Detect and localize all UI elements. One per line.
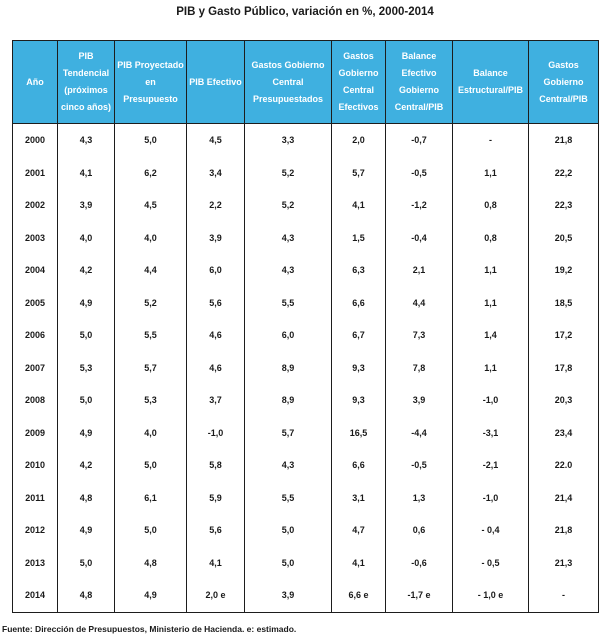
- table-row: [13, 319, 599, 352]
- col-header-gastos-efectivos: Gastos Gobierno Central Efectivos: [332, 41, 386, 124]
- table-cell: 4,2: [58, 254, 115, 287]
- table-cell: 5,7: [115, 352, 187, 385]
- row-year-cell: 2011: [13, 482, 58, 515]
- table-body: [13, 124, 599, 613]
- table-row: [13, 352, 599, 385]
- data-table: [12, 40, 599, 613]
- table-cell: 22.0: [529, 449, 599, 482]
- table-cell: 5,2: [115, 287, 187, 320]
- row-year-cell: 2003: [13, 222, 58, 255]
- table-cell: 8,9: [245, 352, 332, 385]
- table-cell: 9,3: [332, 352, 386, 385]
- table-row: [13, 514, 599, 547]
- table-row: [13, 124, 599, 157]
- table-cell: 4,5: [115, 189, 187, 222]
- table-cell: 5,8: [187, 449, 245, 482]
- table-cell: 2,2: [187, 189, 245, 222]
- table-cell: 3,3: [245, 124, 332, 157]
- table-cell: 4,4: [115, 254, 187, 287]
- table-cell: 5,0: [58, 547, 115, 580]
- col-header-pib-proyectado: PIB Proyectado en Presupuesto: [115, 41, 187, 124]
- table-cell: -1,0: [187, 417, 245, 450]
- table-cell: 21,8: [529, 124, 599, 157]
- table-cell: -3,1: [453, 417, 529, 450]
- table-cell: 6,0: [245, 319, 332, 352]
- table-row: [13, 579, 599, 612]
- table-cell: 8,9: [245, 384, 332, 417]
- row-year-cell: 2008: [13, 384, 58, 417]
- table-cell: 4,3: [245, 222, 332, 255]
- table-cell: 6,1: [115, 482, 187, 515]
- table-cell: 4,6: [187, 352, 245, 385]
- row-year-cell: 2009: [13, 417, 58, 450]
- row-year-cell: 2013: [13, 547, 58, 580]
- table-row: [13, 254, 599, 287]
- table-cell: -0,7: [386, 124, 453, 157]
- col-header-balance-estructural: Balance Estructural/PIB: [453, 41, 529, 124]
- table-cell: 3,9: [58, 189, 115, 222]
- table-row: [13, 482, 599, 515]
- table-cell: -0,4: [386, 222, 453, 255]
- table-cell: 5,6: [187, 514, 245, 547]
- table-cell: 5,0: [58, 384, 115, 417]
- table-cell: 0,6: [386, 514, 453, 547]
- col-header-gastos-presupuestados: Gastos Gobierno Central Presupuestados: [245, 41, 332, 124]
- table-cell: 5,7: [245, 417, 332, 450]
- table-cell: 4,1: [332, 547, 386, 580]
- table-cell: 23,4: [529, 417, 599, 450]
- table-row: [13, 157, 599, 190]
- table-cell: 2,1: [386, 254, 453, 287]
- table-cell: 5,9: [187, 482, 245, 515]
- table-row: [13, 547, 599, 580]
- row-year-cell: 2001: [13, 157, 58, 190]
- table-cell: 5,0: [115, 514, 187, 547]
- table-cell: 7,8: [386, 352, 453, 385]
- table-cell: 5,2: [245, 157, 332, 190]
- table-cell: 4,3: [245, 254, 332, 287]
- table-cell: 4,9: [115, 579, 187, 612]
- table-cell: 5,2: [245, 189, 332, 222]
- table-cell: - 0,5: [453, 547, 529, 580]
- table-cell: 4,8: [115, 547, 187, 580]
- table-cell: 4,7: [332, 514, 386, 547]
- table-cell: 17,2: [529, 319, 599, 352]
- table-cell: 4,1: [187, 547, 245, 580]
- table-cell: 4,8: [58, 482, 115, 515]
- table-cell: 5,0: [245, 514, 332, 547]
- source-note: Fuente: Dirección de Presupuestos, Ministerio de Hacienda. e: estimado.: [2, 624, 297, 634]
- table-cell: 4,0: [115, 222, 187, 255]
- table-cell: 18,5: [529, 287, 599, 320]
- table-cell: 3,7: [187, 384, 245, 417]
- table-cell: 3,9: [386, 384, 453, 417]
- table-cell: 1,1: [453, 254, 529, 287]
- table-cell: 9,3: [332, 384, 386, 417]
- table-cell: 22,2: [529, 157, 599, 190]
- table-title: PIB y Gasto Público, variación en %, 2000-2014: [176, 6, 434, 18]
- table-cell: 22,3: [529, 189, 599, 222]
- table-cell: 4,4: [386, 287, 453, 320]
- table-cell: 6,6: [332, 449, 386, 482]
- table-cell: 4,2: [58, 449, 115, 482]
- table-cell: 0,8: [453, 189, 529, 222]
- col-header-pib-efectivo: PIB Efectivo: [187, 41, 245, 124]
- table-row: [13, 417, 599, 450]
- table-cell: 1,1: [453, 287, 529, 320]
- table-cell: 1,5: [332, 222, 386, 255]
- table-cell: 1,3: [386, 482, 453, 515]
- row-year-cell: 2005: [13, 287, 58, 320]
- table-cell: 4,0: [58, 222, 115, 255]
- table-cell: 21,4: [529, 482, 599, 515]
- table-cell: -0,6: [386, 547, 453, 580]
- table-cell: 6,7: [332, 319, 386, 352]
- table-cell: 0,8: [453, 222, 529, 255]
- table-cell: 20,3: [529, 384, 599, 417]
- table-cell: 1,1: [453, 157, 529, 190]
- table-cell: 5,5: [245, 482, 332, 515]
- table-cell: 17,8: [529, 352, 599, 385]
- table-cell: 5,7: [332, 157, 386, 190]
- table-cell: 5,5: [245, 287, 332, 320]
- table-cell: -2,1: [453, 449, 529, 482]
- table-cell: 5,0: [58, 319, 115, 352]
- table-cell: 4,6: [187, 319, 245, 352]
- table-cell: 5,3: [58, 352, 115, 385]
- table-cell: 4,9: [58, 417, 115, 450]
- table-cell: 16,5: [332, 417, 386, 450]
- table-cell: -1,7 e: [386, 579, 453, 612]
- table-row: [13, 384, 599, 417]
- table-cell: 5,6: [187, 287, 245, 320]
- table-cell: - 0,4: [453, 514, 529, 547]
- row-year-cell: 2012: [13, 514, 58, 547]
- table-cell: 5,0: [115, 124, 187, 157]
- table-cell: 2,0 e: [187, 579, 245, 612]
- table-cell: 3,4: [187, 157, 245, 190]
- table-cell: -1,0: [453, 384, 529, 417]
- table-cell: 6,6 e: [332, 579, 386, 612]
- row-year-cell: 2007: [13, 352, 58, 385]
- table-cell: -1,0: [453, 482, 529, 515]
- table-row: [13, 222, 599, 255]
- table-cell: 4,1: [332, 189, 386, 222]
- table-cell: 4,5: [187, 124, 245, 157]
- table-cell: 6,6: [332, 287, 386, 320]
- table-cell: -1,2: [386, 189, 453, 222]
- row-year-cell: 2000: [13, 124, 58, 157]
- col-header-gastos-pib: Gastos Gobierno Central/PIB: [529, 41, 599, 124]
- table-cell: 3,1: [332, 482, 386, 515]
- table-cell: 4,3: [58, 124, 115, 157]
- row-year-cell: 2014: [13, 579, 58, 612]
- col-header-pib-tendencial: PIB Tendencial (próximos cinco años): [58, 41, 115, 124]
- col-header-balance-efectivo: Balance Efectivo Gobierno Central/PIB: [386, 41, 453, 124]
- table-cell: 5,0: [245, 547, 332, 580]
- table-cell: 1,1: [453, 352, 529, 385]
- col-header-ano: Año: [13, 41, 58, 124]
- table-cell: 7,3: [386, 319, 453, 352]
- row-year-cell: 2010: [13, 449, 58, 482]
- table-cell: 5,5: [115, 319, 187, 352]
- row-year-cell: 2002: [13, 189, 58, 222]
- row-year-cell: 2006: [13, 319, 58, 352]
- table-cell: 21,3: [529, 547, 599, 580]
- header-row: [13, 41, 599, 124]
- table-row: [13, 189, 599, 222]
- table-cell: - 1,0 e: [453, 579, 529, 612]
- table-cell: 4,1: [58, 157, 115, 190]
- table-cell: 6,0: [187, 254, 245, 287]
- table-cell: 6,3: [332, 254, 386, 287]
- table-cell: 3,9: [187, 222, 245, 255]
- table-cell: 21,8: [529, 514, 599, 547]
- table-cell: -0,5: [386, 449, 453, 482]
- table-cell: 4,8: [58, 579, 115, 612]
- table-cell: 1,4: [453, 319, 529, 352]
- table-cell: 2,0: [332, 124, 386, 157]
- table-cell: 19,2: [529, 254, 599, 287]
- table-cell: 4,9: [58, 514, 115, 547]
- table-cell: 6,2: [115, 157, 187, 190]
- table-cell: 5,0: [115, 449, 187, 482]
- table-cell: 4,0: [115, 417, 187, 450]
- table-cell: 20,5: [529, 222, 599, 255]
- table-cell: -0,5: [386, 157, 453, 190]
- row-year-cell: 2004: [13, 254, 58, 287]
- table-cell: 3,9: [245, 579, 332, 612]
- table-row: [13, 287, 599, 320]
- table-cell: 5,3: [115, 384, 187, 417]
- table-cell: -: [453, 124, 529, 157]
- table-cell: 4,9: [58, 287, 115, 320]
- table-cell: -: [529, 579, 599, 612]
- table-cell: -4,4: [386, 417, 453, 450]
- table-row: [13, 449, 599, 482]
- table-cell: 4,3: [245, 449, 332, 482]
